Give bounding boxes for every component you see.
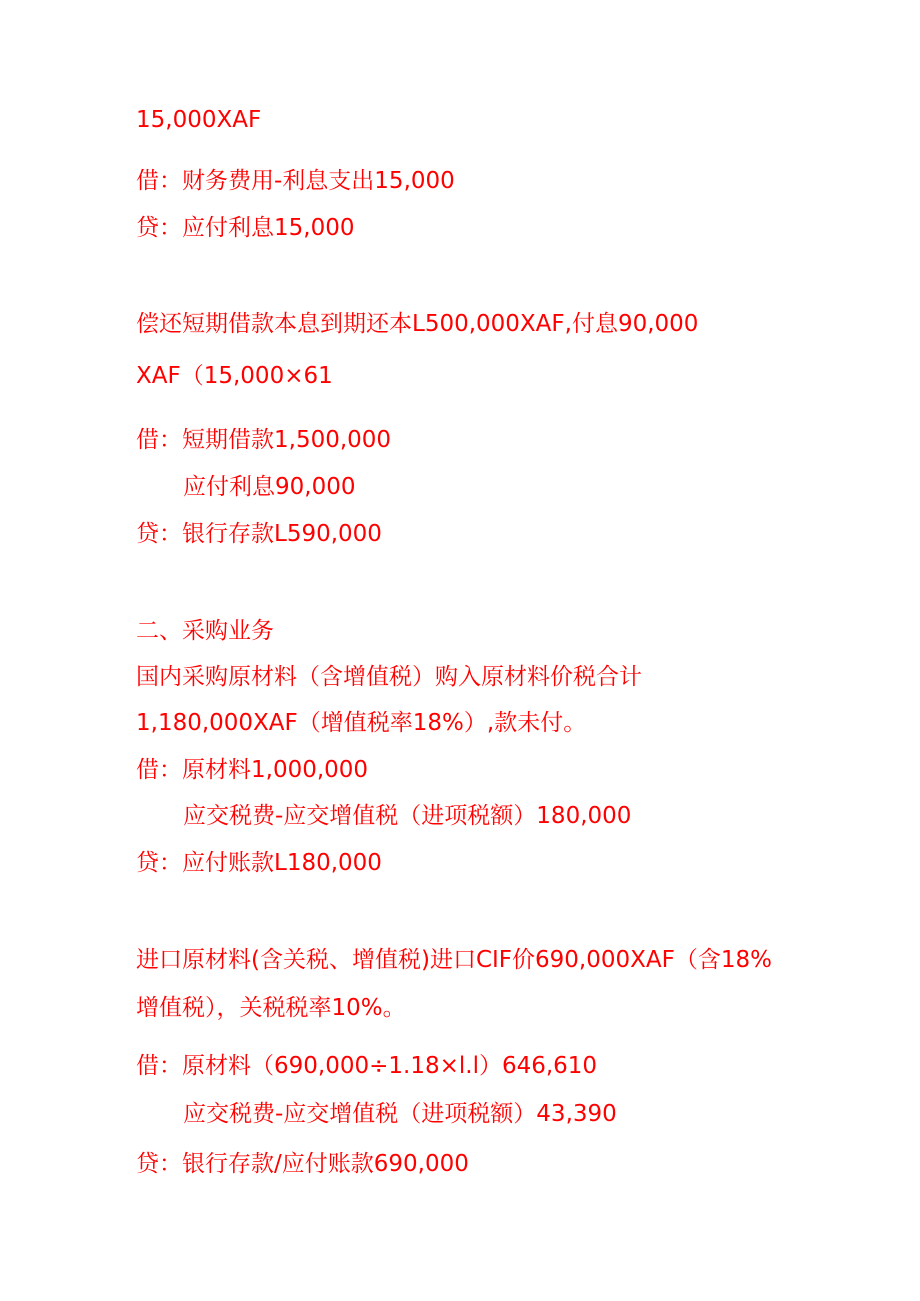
entry-debit-vat-input-import: 应交税费-应交增值税（进项税额）43,390 (183, 1101, 617, 1127)
text-loan-repayment: 偿还短期借款本息到期还本L500,000XAF,付息90,000 (136, 311, 699, 337)
entry-debit-interest-payable: 应付利息90,000 (183, 474, 356, 500)
entry-credit-bank-or-payable: 贷：银行存款/应付账款690,000 (136, 1151, 469, 1177)
entry-debit-raw-materials-import: 借：原材料（690,000÷1.18×l.l）646,610 (136, 1053, 598, 1079)
text-import-purchase: 进口原材料(含关税、增值税)进口CIF价690,000XAF（含18% (136, 947, 772, 973)
entry-debit-raw-materials: 借：原材料1,000,000 (136, 757, 369, 783)
text-import-purchase-cont: 增值税），关税税率10%。 (136, 995, 406, 1021)
entry-credit-interest-payable: 贷：应付利息15,000 (136, 215, 355, 241)
section-heading-purchase: 二、采购业务 (136, 618, 274, 644)
entry-debit-vat-input: 应交税费-应交增值税（进项税额）180,000 (183, 803, 632, 829)
entry-credit-accounts-payable: 贷：应付账款L180,000 (136, 850, 382, 876)
text-domestic-purchase-cont: 1,180,000XAF（增值税率18%）,款未付。 (136, 710, 587, 736)
entry-debit-interest-expense: 借：财务费用-利息支出15,000 (136, 168, 455, 194)
entry-credit-bank-deposit: 贷：银行存款L590,000 (136, 521, 382, 547)
entry-debit-short-term-loan: 借：短期借款1,500,000 (136, 427, 392, 453)
text-line-amount: 15,000XAF (136, 107, 262, 133)
text-loan-repayment-cont: XAF（15,000×61 (136, 363, 333, 389)
text-domestic-purchase: 国内采购原材料（含增值税）购入原材料价税合计 (136, 664, 642, 690)
